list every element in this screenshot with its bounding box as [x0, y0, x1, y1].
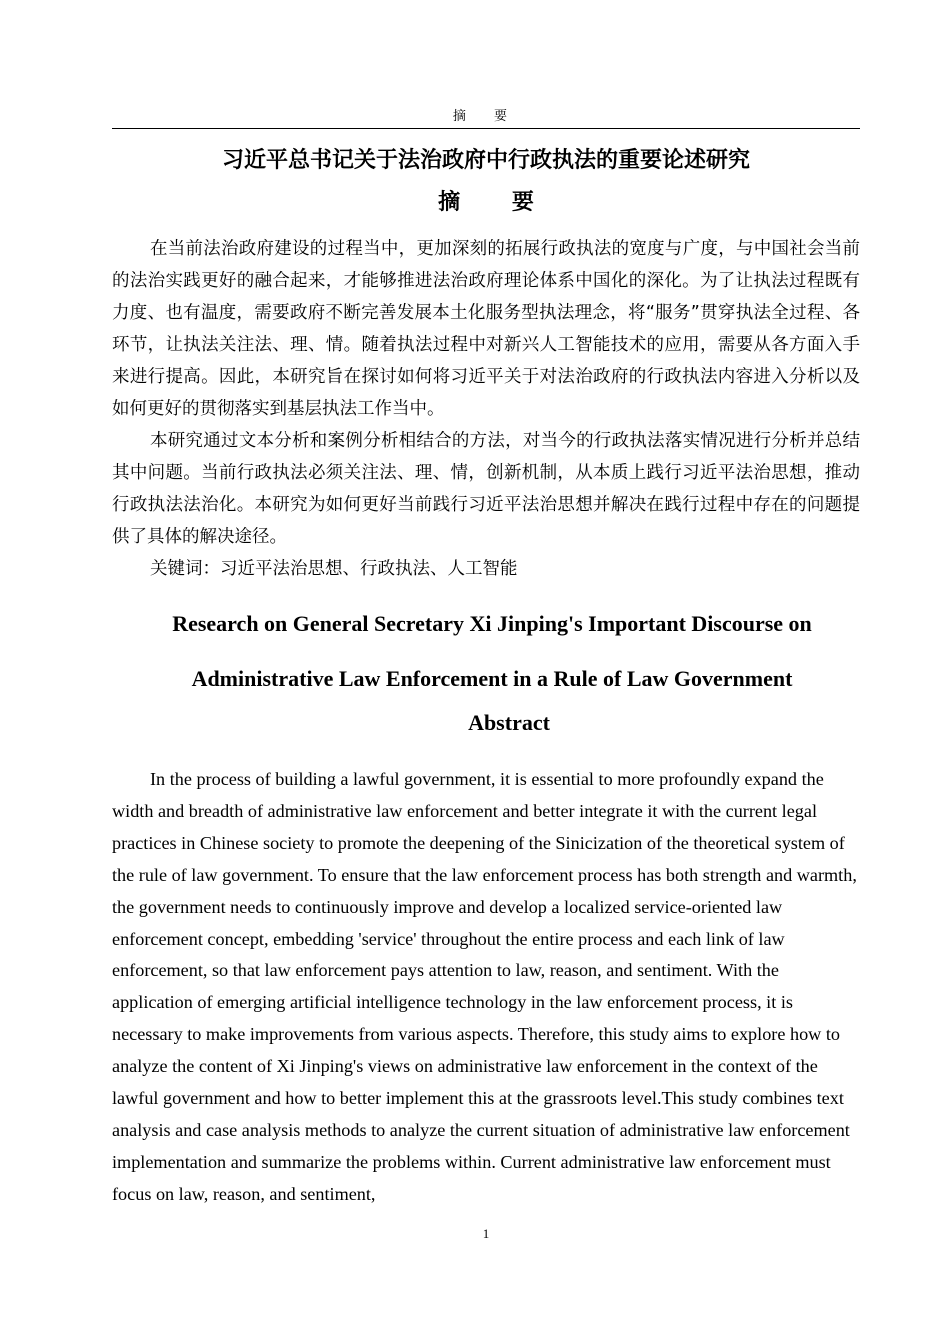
english-abstract-body: [112, 764, 860, 1211]
chinese-abstract-heading: 摘 要: [438, 190, 556, 215]
english-abstract-heading: Abstract: [468, 710, 550, 735]
chinese-paragraph-1: 在当前法治政府建设的过程当中，更加深刻的拓展行政执法的宽度与广度，与中国社会当前的法治实践更好的融合起来，才能够推进法治政府理论体系中国化的深化。为了让执法过程既有力度、也有温度，需要政府不断完善发展本土化服务型执法理念，将“服务”贯穿执法全过程、各环节，让执法关注法、理、情。随着执法过程中对新兴人工智能技术的应用，需要从各方面入手来进行提高。因此，本研究旨在探讨如何将习近平关于对法治政府的行政执法内容进入分析以及如何更好的贯彻落实到基层执法工作当中。: [112, 239, 860, 419]
chinese-paragraph-2: 本研究通过文本分析和案例分析相结合的方法，对当今的行政执法落实情况进行分析并总结其中问题。当前行政执法必须关注法、理、情，创新机制，从本质上践行习近平法治思想，推动行政执法法治化。本研究为如何更好当前践行习近平法治思想并解决在践行过程中存在的问题提供了具体的解决途径。: [112, 431, 860, 547]
header-rule: [112, 128, 860, 129]
english-paragraph: In the process of building a lawful government, it is essential to more profoundly expand the width and breadth of administrative law enforcement and better integrate it with the current legal practices in Chinese society to promote the deepening of the Sinicization of the theoretical system of the rule of law government. To ensure that the law enforcement process has both strength and warmth, the government needs to continuously improve and develop a localized service-oriented law enforcement concept, embedding 'service' throughout the entire process and each link of law enforcement, so that law enforcement pays attention to law, reason, and sentiment. With the application of emerging artificial intelligence technology in the law enforcement process, it is necessary to make improvements from various aspects. Therefore, this study aims to explore how to analyze the content of Xi Jinping's views on administrative law enforcement in the context of the lawful government and how to better implement this at the grassroots level.This study combines text analysis and case analysis methods to analyze the current situation of administrative law enforcement implementation and summarize the problems within. Current administrative law enforcement must focus on law, reason, and sentiment,: [112, 769, 857, 1204]
page-number: 1: [482, 1226, 490, 1241]
running-header: 摘 要: [452, 109, 520, 124]
english-title: Research on General Secretary Xi Jinping's Important Discourse on Administrative Law Enforcement in a Rule of Law Government: [172, 611, 812, 691]
chinese-abstract-body: [112, 233, 860, 585]
chinese-title: 习近平总书记关于法治政府中行政执法的重要论述研究: [221, 148, 750, 173]
chinese-keywords: 关键词：习近平法治思想、行政执法、人工智能: [150, 559, 518, 579]
